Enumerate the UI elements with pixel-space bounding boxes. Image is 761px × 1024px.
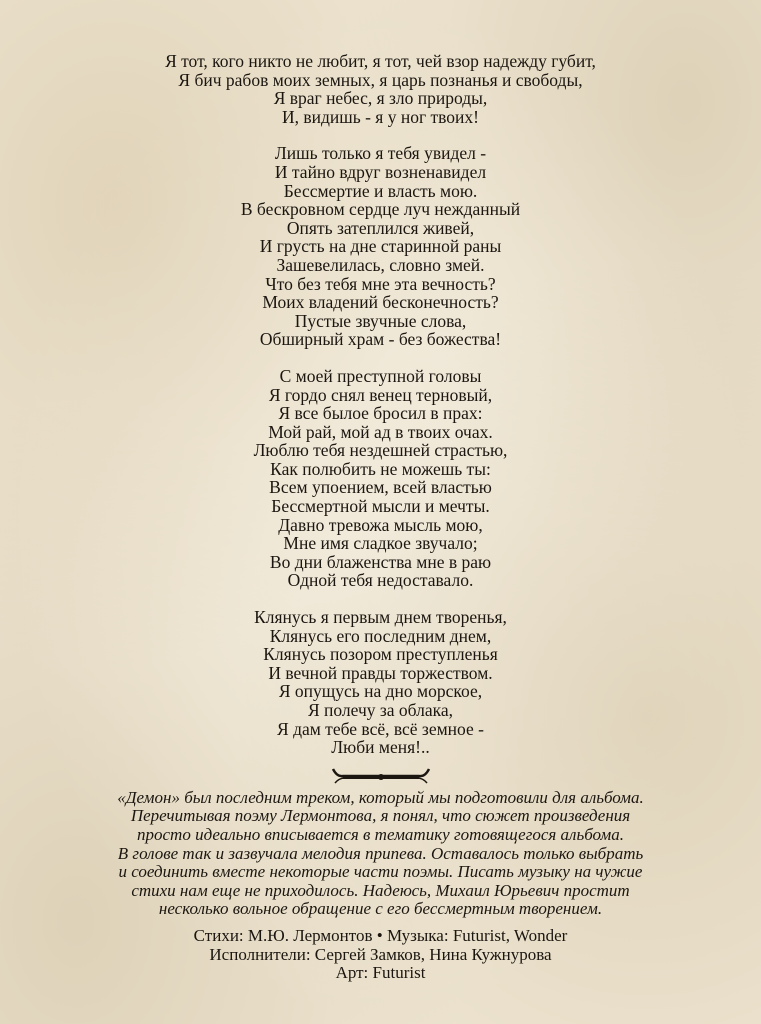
ornament-icon <box>329 767 433 785</box>
poem-line: Я бич рабов моих земных, я царь познанья и свободы, <box>178 69 583 90</box>
poem-line: Я полечу за облака, <box>307 700 454 720</box>
poem-line: В бескровном сердце луч нежданный <box>240 199 521 220</box>
poem-line: Опять затеплился живей, <box>286 217 475 238</box>
stanza-4 <box>0 608 761 757</box>
poem-line: Зашевелилась, словно змей. <box>276 254 485 275</box>
poem-line: Давно тревожа мысль мою, <box>278 514 483 535</box>
note-line: несколько вольное обращение с его бессмертным творением. <box>158 899 603 919</box>
poem-line: Всем упоением, всей властью <box>269 477 492 498</box>
poem-line: Я тот, кого никто не любит, я тот, чей взор надежду губит, <box>165 51 596 71</box>
note-line: «Демон» был последним треком, который мы подготовили для альбома. <box>117 787 644 807</box>
poem-line: Бессмертной мысли и мечты. <box>271 496 490 517</box>
note-line: стихи нам еще не приходилось. Надеюсь, Михаил Юрьевич простит <box>131 880 630 900</box>
ornament-divider <box>0 767 761 785</box>
poem-line: Я опущусь на дно морское, <box>278 681 483 702</box>
poem-line: Бессмертие и власть мою. <box>283 180 478 201</box>
poem-page <box>0 52 761 983</box>
poem-line: Люби меня!.. <box>331 737 430 758</box>
poem-line: Я гордо снял венец терновый, <box>268 384 493 405</box>
poem-line: Одной тебя недоставало. <box>287 570 474 591</box>
credits-performers: Исполнители: Сергей Замков, Нина Кужнурова <box>209 944 552 964</box>
poem-line: С моей преступной головы <box>279 365 482 386</box>
poem-line: Я дам тебе всё, всё земное - <box>277 718 484 739</box>
credits <box>0 927 761 983</box>
poem <box>0 52 761 757</box>
poem-line: Мне имя сладкое звучало; <box>283 533 478 554</box>
poem-line: Мой рай, мой ад в твоих очах. <box>268 421 493 442</box>
poem-line: Во дни блаженства мне в раю <box>269 551 492 572</box>
poem-line: Обширный храм - без божества! <box>259 329 502 350</box>
album-note <box>0 789 761 919</box>
stanza-3 <box>0 367 761 590</box>
poem-line: Как полюбить не можешь ты: <box>270 458 491 479</box>
poem-line: Клянусь позором преступленья <box>263 644 498 665</box>
stanza-2 <box>0 144 761 349</box>
stanza-1 <box>0 52 761 126</box>
poem-line: Что без тебя мне эта вечность? <box>265 273 496 294</box>
credits-lyrics-music: Стихи: М.Ю. Лермонтов • Музыка: Futurist, Wonder <box>193 925 568 945</box>
poem-line: Лишь только я тебя увидел - <box>274 143 487 164</box>
poem-line: Люблю тебя нездешней страстью, <box>253 440 508 461</box>
poem-line: Пустые звучные слова, <box>294 310 467 331</box>
credits-art: Арт: Futurist <box>335 963 426 983</box>
poem-line: Моих владений бесконечность? <box>262 292 499 313</box>
poem-line: Я враг небес, я зло природы, <box>273 88 488 109</box>
note-line: Перечитывая поэму Лермонтова, я понял, что сюжет произведения <box>130 806 631 826</box>
note-line: В голове так и зазвучала мелодия припева. Оставалось только выбрать <box>117 843 644 863</box>
note-line: просто идеально вписывается в тематику готовящегося альбома. <box>137 824 624 844</box>
poem-line: Клянусь его последним днем, <box>269 625 492 646</box>
poem-line: Я все былое бросил в прах: <box>278 403 483 424</box>
poem-line: И грусть на дне старинной раны <box>259 236 502 257</box>
poem-line: И, видишь - я у ног твоих! <box>281 106 480 127</box>
poem-line: И тайно вдруг возненавидел <box>274 161 487 182</box>
poem-line: Клянусь я первым днем творенья, <box>254 607 507 628</box>
note-line: и соединить вместе некоторые части поэмы. Писать музыку на чужие <box>118 862 643 882</box>
poem-line: И вечной правды торжеством. <box>268 662 493 683</box>
